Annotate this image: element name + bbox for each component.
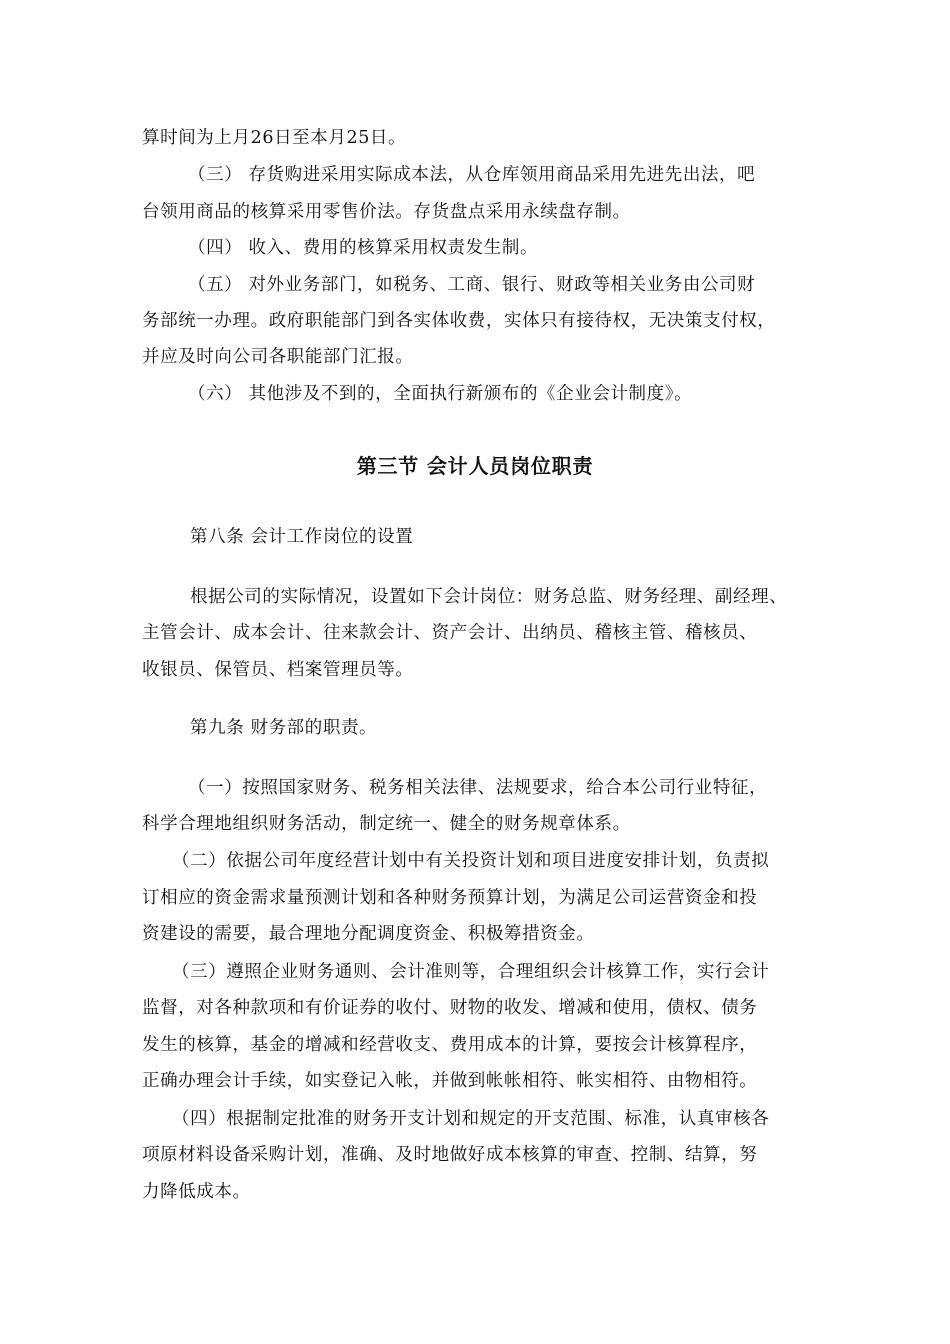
paragraph-line: 资建设的需要，最合理地分配调度资金、积极筹措资金。 <box>142 924 595 944</box>
section-heading: 第三节 会计人员岗位职责 <box>356 454 594 478</box>
paragraph-line: （二）依据公司年度经营计划中有关投资计划和项目进度安排计划，负责拟 <box>172 851 770 871</box>
paragraph-line: 发生的核算，基金的增减和经营收支、费用成本的计算，要按会计核算程序， <box>142 1035 758 1055</box>
paragraph-line: 正确办理会计手续，如实登记入帐，并做到帐帐相符、帐实相符、由物相符。 <box>142 1071 758 1091</box>
paragraph-line: 订相应的资金需求量预测计划和各种财务预算计划，为满足公司运营资金和投 <box>142 888 758 908</box>
paragraph-line: 根据公司的实际情况，设置如下会计岗位：财务总监、财务经理、副经理、 <box>190 587 788 607</box>
paragraph-line: 力降低成本。 <box>142 1182 251 1202</box>
article-title: 第九条 财务部的职责。 <box>190 718 378 738</box>
paragraph-line: 务部统一办理。政府职能部门到各实体收费，实体只有接待权，无决策支付权， <box>142 311 776 331</box>
paragraph-line: （一）按照国家财务、税务相关法律、法规要求，给合本公司行业特征， <box>188 778 768 798</box>
paragraph-line: （五） 对外业务部门，如税务、工商、银行、财政等相关业务由公司财 <box>188 275 756 295</box>
article-title: 第八条 会计工作岗位的设置 <box>190 527 414 547</box>
paragraph-line: 监督，对各种款项和有价证券的收付、财物的收发、增减和使用，债权、债务 <box>142 998 758 1018</box>
paragraph-line: 主管会计、成本会计、往来款会计、资产会计、出纳员、稽核主管、稽核员、 <box>142 623 758 643</box>
paragraph-line: （六） 其他涉及不到的，全面执行新颁布的《企业会计制度》。 <box>188 384 693 404</box>
paragraph-line: 算时间为上月26日至本月25日。 <box>142 128 407 148</box>
paragraph-line: （四） 收入、费用的核算采用权责发生制。 <box>188 238 539 258</box>
paragraph-line: 台领用商品的核算采用零售价法。存货盘点采用永续盘存制。 <box>142 202 631 222</box>
paragraph-line: 科学合理地组织财务活动，制定统一、健全的财务规章体系。 <box>142 814 631 834</box>
paragraph-line: （三） 存货购进采用实际成本法，从仓库领用商品采用先进先出法，吧 <box>188 165 756 185</box>
paragraph-line: 收银员、保管员、档案管理员等。 <box>142 660 414 680</box>
paragraph-line: （三）遵照企业财务通则、会计准则等，合理组织会计核算工作，实行会计 <box>172 962 770 982</box>
paragraph-line: 并应及时向公司各职能部门汇报。 <box>142 347 414 367</box>
paragraph-line: （四）根据制定批准的财务开支计划和规定的开支范围、标准，认真审核各 <box>172 1109 770 1129</box>
paragraph-line: 项原材料设备采购计划，准确、及时地做好成本核算的审查、控制、结算，努 <box>142 1145 758 1165</box>
